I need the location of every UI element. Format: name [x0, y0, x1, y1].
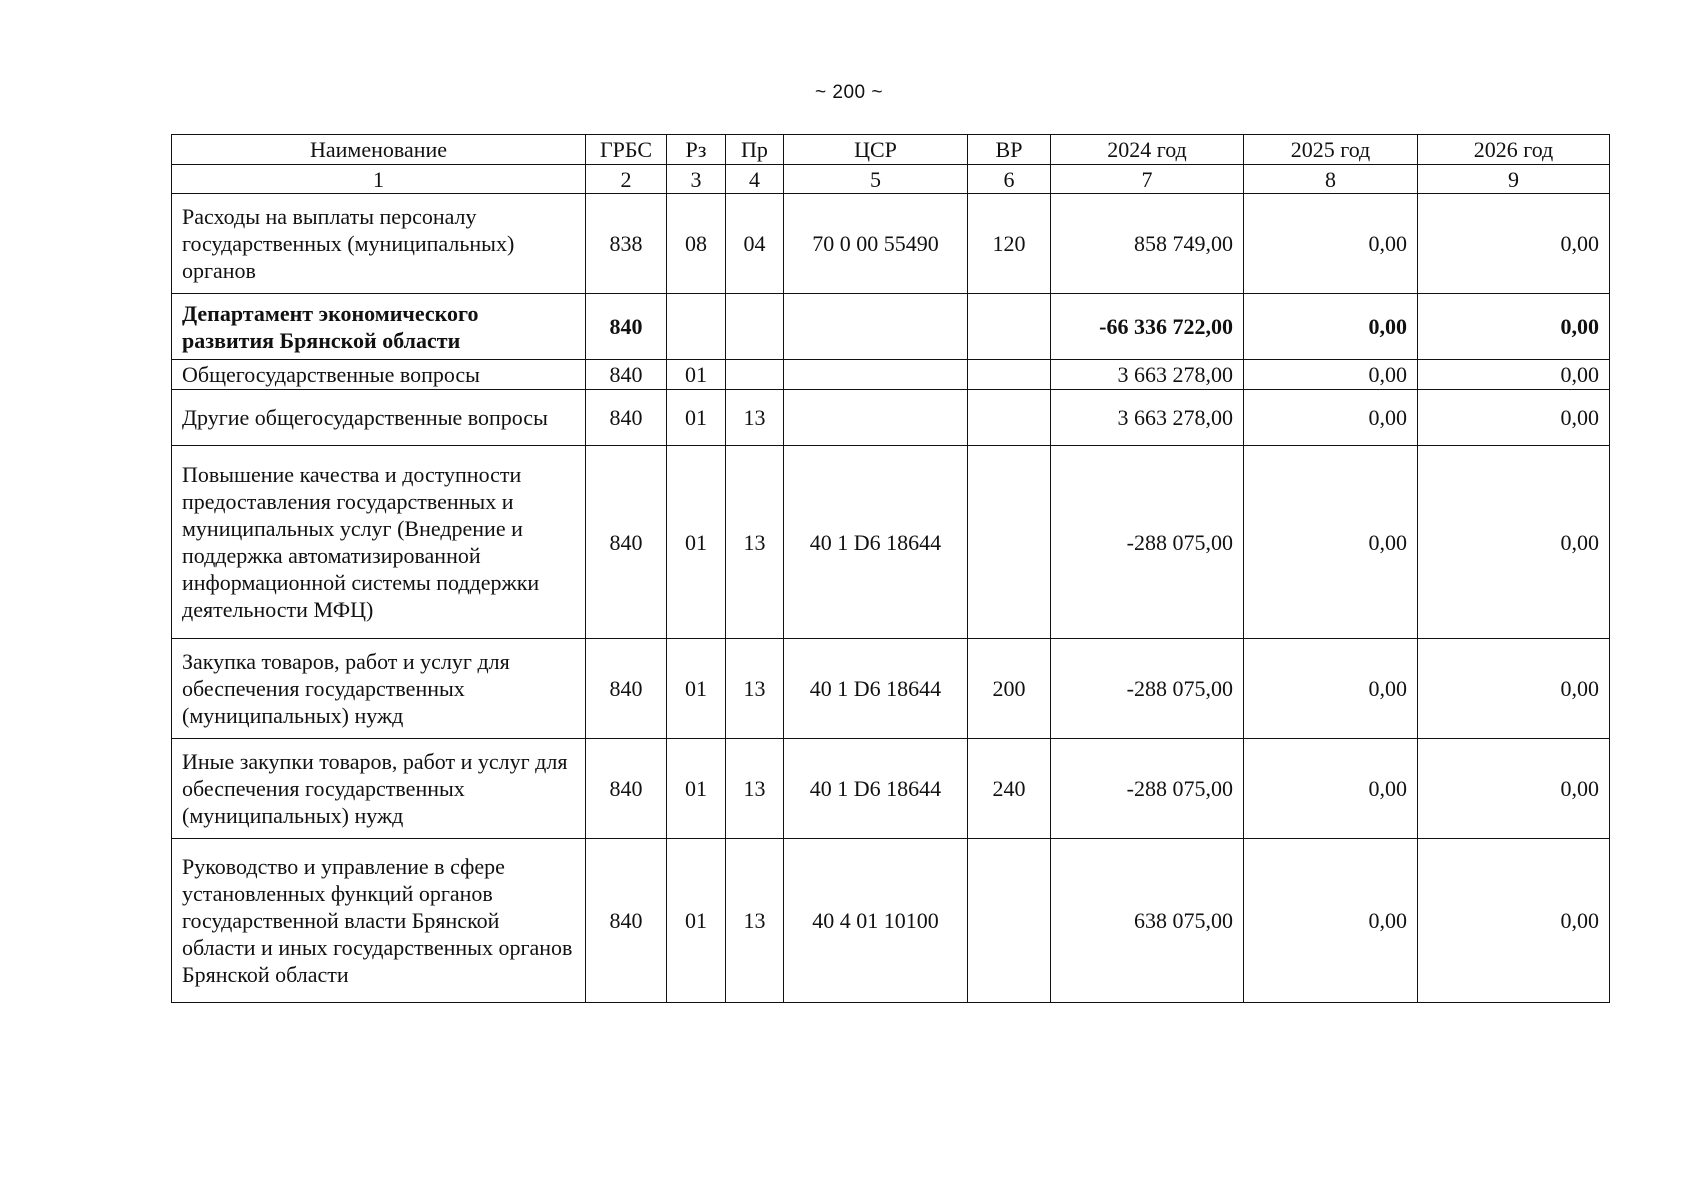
cell-csr: 70 0 00 55490 — [784, 194, 968, 294]
cell-pr: 13 — [726, 446, 784, 639]
cell-name: Общегосударственные вопросы — [172, 360, 586, 390]
cell-csr: 40 4 01 10100 — [784, 839, 968, 1003]
cell-pr: 13 — [726, 639, 784, 739]
cell-pr: 13 — [726, 390, 784, 446]
cell-vr — [968, 839, 1051, 1003]
header-cell-2024: 2024 год — [1051, 135, 1244, 165]
cell-vr — [968, 360, 1051, 390]
cell-2024: -288 075,00 — [1051, 639, 1244, 739]
page-number: ~ 200 ~ — [815, 82, 883, 103]
cell-2025: 0,00 — [1244, 446, 1418, 639]
cell-2024: -288 075,00 — [1051, 446, 1244, 639]
cell-csr: 40 1 D6 18644 — [784, 639, 968, 739]
cell-2024: 3 663 278,00 — [1051, 360, 1244, 390]
column-number-cell: 2 — [586, 165, 667, 194]
header-cell-2025: 2025 год — [1244, 135, 1418, 165]
table-row — [172, 639, 1610, 739]
cell-vr — [968, 294, 1051, 360]
cell-csr: 40 1 D6 18644 — [784, 446, 968, 639]
table-header-row — [172, 135, 1610, 165]
cell-pr — [726, 294, 784, 360]
cell-2026: 0,00 — [1418, 360, 1610, 390]
cell-vr: 240 — [968, 739, 1051, 839]
cell-2026: 0,00 — [1418, 739, 1610, 839]
budget-table — [171, 134, 1610, 1003]
cell-name: Иные закупки товаров, работ и услуг для обеспечения государственных (муниципальных) нужд — [172, 739, 586, 839]
column-number-cell: 7 — [1051, 165, 1244, 194]
cell-vr: 200 — [968, 639, 1051, 739]
cell-2025: 0,00 — [1244, 390, 1418, 446]
header-cell-rz: Рз — [667, 135, 726, 165]
table-row — [172, 446, 1610, 639]
table-row — [172, 839, 1610, 1003]
column-number-cell: 9 — [1418, 165, 1610, 194]
cell-grbs: 840 — [586, 839, 667, 1003]
table-row — [172, 360, 1610, 390]
table-body — [172, 194, 1610, 1003]
cell-grbs: 840 — [586, 360, 667, 390]
header-cell-2026: 2026 год — [1418, 135, 1610, 165]
cell-pr: 04 — [726, 194, 784, 294]
cell-pr: 13 — [726, 839, 784, 1003]
cell-vr — [968, 446, 1051, 639]
cell-grbs: 840 — [586, 739, 667, 839]
cell-name: Департамент экономического развития Брянской области — [172, 294, 586, 360]
cell-grbs: 840 — [586, 294, 667, 360]
cell-csr: 40 1 D6 18644 — [784, 739, 968, 839]
column-number-row — [172, 165, 1610, 194]
cell-2026: 0,00 — [1418, 839, 1610, 1003]
table-row — [172, 739, 1610, 839]
header-cell-pr: Пр — [726, 135, 784, 165]
header-cell-csr: ЦСР — [784, 135, 968, 165]
header-cell-vr: ВР — [968, 135, 1051, 165]
cell-csr — [784, 360, 968, 390]
cell-2025: 0,00 — [1244, 639, 1418, 739]
cell-2024: 858 749,00 — [1051, 194, 1244, 294]
cell-grbs: 840 — [586, 639, 667, 739]
cell-2026: 0,00 — [1418, 446, 1610, 639]
cell-2025: 0,00 — [1244, 739, 1418, 839]
column-number-cell: 1 — [172, 165, 586, 194]
cell-2025: 0,00 — [1244, 360, 1418, 390]
cell-name: Закупка товаров, работ и услуг для обеспечения государственных (муниципальных) нужд — [172, 639, 586, 739]
cell-pr — [726, 360, 784, 390]
cell-name: Расходы на выплаты персоналу государственных (муниципальных) органов — [172, 194, 586, 294]
cell-rz: 01 — [667, 639, 726, 739]
cell-2024: 3 663 278,00 — [1051, 390, 1244, 446]
cell-2026: 0,00 — [1418, 294, 1610, 360]
cell-2025: 0,00 — [1244, 194, 1418, 294]
cell-2026: 0,00 — [1418, 194, 1610, 294]
cell-name: Повышение качества и доступности предоставления государственных и муниципальных услуг (Внедрение и поддержка автоматизированной информационной системы поддержки деятельности МФЦ) — [172, 446, 586, 639]
cell-rz: 01 — [667, 390, 726, 446]
cell-grbs: 840 — [586, 390, 667, 446]
cell-vr: 120 — [968, 194, 1051, 294]
cell-2026: 0,00 — [1418, 390, 1610, 446]
column-number-cell: 3 — [667, 165, 726, 194]
cell-rz — [667, 294, 726, 360]
table-row — [172, 194, 1610, 294]
cell-grbs: 838 — [586, 194, 667, 294]
table-row — [172, 390, 1610, 446]
column-number-cell: 8 — [1244, 165, 1418, 194]
cell-pr: 13 — [726, 739, 784, 839]
cell-vr — [968, 390, 1051, 446]
header-cell-name: Наименование — [172, 135, 586, 165]
cell-grbs: 840 — [586, 446, 667, 639]
cell-name: Руководство и управление в сфере установленных функций органов государственной власти Брянской области и иных государственных органов Брянской области — [172, 839, 586, 1003]
cell-2024: -288 075,00 — [1051, 739, 1244, 839]
header-cell-grbs: ГРБС — [586, 135, 667, 165]
cell-2026: 0,00 — [1418, 639, 1610, 739]
cell-rz: 01 — [667, 446, 726, 639]
cell-csr — [784, 294, 968, 360]
cell-rz: 01 — [667, 360, 726, 390]
cell-name: Другие общегосударственные вопросы — [172, 390, 586, 446]
cell-csr — [784, 390, 968, 446]
cell-2024: 638 075,00 — [1051, 839, 1244, 1003]
cell-rz: 08 — [667, 194, 726, 294]
column-number-cell: 5 — [784, 165, 968, 194]
column-number-cell: 4 — [726, 165, 784, 194]
cell-2025: 0,00 — [1244, 839, 1418, 1003]
table-row — [172, 294, 1610, 360]
cell-rz: 01 — [667, 739, 726, 839]
column-number-cell: 6 — [968, 165, 1051, 194]
cell-2025: 0,00 — [1244, 294, 1418, 360]
cell-rz: 01 — [667, 839, 726, 1003]
cell-2024: -66 336 722,00 — [1051, 294, 1244, 360]
